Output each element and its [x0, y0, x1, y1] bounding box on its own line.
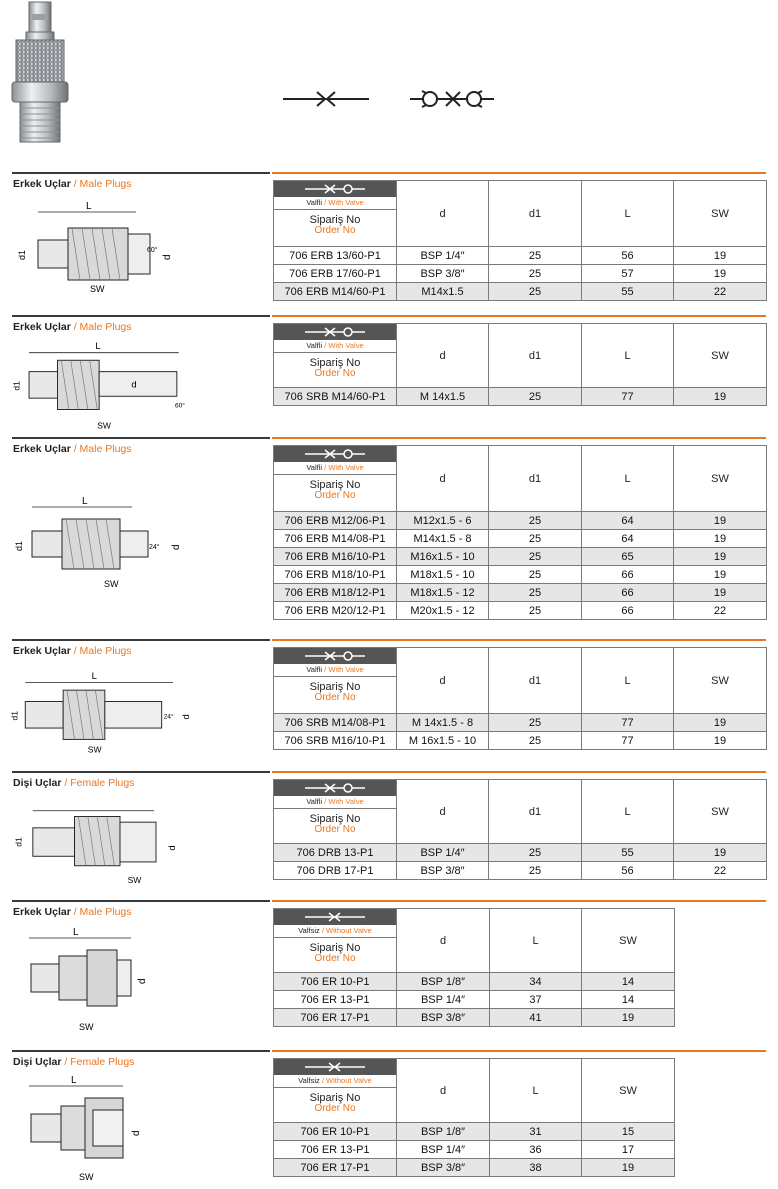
column-header: d1	[489, 181, 582, 247]
section-divider-accent	[272, 1050, 766, 1052]
section-title: Erkek Uçlar / Male Plugs	[13, 178, 132, 190]
section-divider	[12, 1050, 270, 1052]
table-row: 706 ER 17-P1 BSP 3/8″ 38 19	[274, 1159, 675, 1177]
column-header: d	[397, 780, 489, 844]
table-row: 706 ER 10-P1 BSP 1/8″ 34 14	[274, 973, 675, 991]
section-divider	[12, 639, 270, 641]
table-header-row	[274, 324, 767, 388]
svg-text:d: d	[181, 714, 193, 720]
column-header: SW	[582, 1059, 675, 1123]
svg-text:d: d	[137, 978, 148, 984]
section-divider	[12, 315, 270, 317]
quick-coupling-plug-icon	[6, 0, 76, 145]
svg-text:SW: SW	[90, 284, 105, 294]
male-plug-drawing	[9, 661, 193, 761]
table-row: 706 ERB M14/60-P1 M14x1.5 25 55 22	[274, 283, 767, 301]
section-divider-accent	[272, 172, 766, 174]
product-section	[0, 437, 778, 632]
section-divider	[12, 437, 270, 439]
product-section	[0, 315, 778, 430]
table-header-row	[274, 446, 767, 512]
section-title: Erkek Uçlar / Male Plugs	[13, 645, 132, 657]
svg-text:d: d	[162, 254, 173, 260]
table-header-row	[274, 780, 767, 844]
order-number-header: Valfli / With Valve Sipariş No Order No	[274, 780, 397, 844]
order-number-header: Valfli / With Valve Sipariş No Order No	[274, 181, 397, 247]
column-header: SW	[674, 446, 767, 512]
svg-text:L: L	[71, 1075, 77, 1086]
spec-table	[273, 647, 767, 750]
svg-text:d: d	[171, 544, 182, 550]
section-title: Erkek Uçlar / Male Plugs	[13, 443, 132, 455]
spec-table	[273, 180, 767, 301]
column-header: d1	[489, 780, 582, 844]
table-row: 706 ERB M14/08-P1 M14x1.5 - 8 25 64 19	[274, 530, 767, 548]
section-title: Erkek Uçlar / Male Plugs	[13, 906, 132, 918]
svg-text:SW: SW	[97, 420, 111, 431]
table-row: 706 ER 13-P1 BSP 1/4″ 37 14	[274, 991, 675, 1009]
table-header-row	[274, 181, 767, 247]
section-divider-accent	[272, 437, 766, 439]
column-header: d	[397, 648, 489, 714]
svg-text:SW: SW	[87, 744, 102, 755]
table-row: 706 ERB M18/10-P1 M18x1.5 - 10 25 66 19	[274, 566, 767, 584]
valveless-coupling-symbol-icon	[274, 1059, 396, 1075]
product-section	[0, 771, 778, 896]
column-header: d	[397, 324, 489, 388]
female-plug-drawing	[12, 1074, 192, 1184]
column-header: SW	[674, 648, 767, 714]
svg-text:L: L	[86, 201, 92, 212]
spec-table	[273, 1058, 675, 1177]
section-divider-accent	[272, 900, 766, 902]
table-row: 706 ERB M18/12-P1 M18x1.5 - 12 25 66 19	[274, 584, 767, 602]
spec-table	[273, 779, 767, 880]
section-title: Erkek Uçlar / Male Plugs	[13, 321, 132, 333]
table-row: 706 ER 13-P1 BSP 1/4″ 36 17	[274, 1141, 675, 1159]
column-header: d	[397, 909, 490, 973]
svg-text:d: d	[131, 1130, 142, 1136]
male-plug-drawing	[12, 926, 192, 1036]
section-divider	[12, 900, 270, 902]
column-header: d1	[489, 648, 582, 714]
table-row: 706 ER 10-P1 BSP 1/8″ 31 15	[274, 1123, 675, 1141]
product-section	[0, 900, 778, 1045]
table-header-row	[274, 909, 675, 973]
order-number-header: Valfli / With Valve Sipariş No Order No	[274, 324, 397, 388]
svg-text:SW: SW	[79, 1172, 94, 1182]
order-number-header: Valfli / With Valve Sipariş No Order No	[274, 446, 397, 512]
column-header: L	[582, 446, 674, 512]
order-number-header: Valfsiz / Without Valve Sipariş No Order No	[274, 909, 397, 973]
table-row: 706 SRB M16/10-P1 M 16x1.5 - 10 25 77 19	[274, 732, 767, 750]
column-header: d1	[489, 446, 582, 512]
section-divider-accent	[272, 639, 766, 641]
male-plug-drawing	[12, 497, 192, 597]
table-row: 706 ERB M12/06-P1 M12x1.5 - 6 25 64 19	[274, 512, 767, 530]
column-header: SW	[582, 909, 675, 973]
column-header: d	[397, 446, 489, 512]
valved-coupling-symbol-icon	[274, 324, 396, 340]
column-header: SW	[674, 780, 767, 844]
svg-text:60°: 60°	[174, 402, 185, 410]
order-number-header: Valfli / With Valve Sipariş No Order No	[274, 648, 397, 714]
table-row: 706 ER 17-P1 BSP 3/8″ 41 19	[274, 1009, 675, 1027]
svg-text:d1: d1	[14, 540, 24, 551]
table-header-row	[274, 1059, 675, 1123]
svg-text:L: L	[91, 670, 97, 682]
svg-text:d1: d1	[13, 837, 24, 847]
svg-text:24°: 24°	[149, 544, 160, 551]
column-header: L	[582, 780, 674, 844]
male-plug-drawing	[12, 194, 192, 294]
svg-text:d1: d1	[17, 249, 27, 260]
column-header: d	[397, 181, 489, 247]
column-header: d1	[489, 324, 582, 388]
table-row: 706 ERB M20/12-P1 M20x1.5 - 12 25 66 22	[274, 602, 767, 620]
column-header: d	[397, 1059, 490, 1123]
svg-text:d: d	[166, 845, 178, 851]
valved-coupling-symbol-icon	[274, 181, 396, 197]
order-number-header: Valfsiz / Without Valve Sipariş No Order No	[274, 1059, 397, 1123]
section-divider-accent	[272, 771, 766, 773]
section-title: Dişi Uçlar / Female Plugs	[13, 777, 135, 789]
svg-text:60°: 60°	[147, 247, 158, 254]
table-row: 706 ERB 17/60-P1 BSP 3/8″ 25 57 19	[274, 265, 767, 283]
valved-coupling-symbol-icon	[274, 446, 396, 462]
svg-text:d1: d1	[9, 710, 20, 721]
table-row: 706 ERB 13/60-P1 BSP 1/4″ 25 56 19	[274, 247, 767, 265]
product-section	[0, 1050, 778, 1189]
svg-text:L: L	[95, 340, 101, 352]
valved-coupling-symbol-icon	[410, 88, 494, 115]
table-row: 706 SRB M14/60-P1 M 14x1.5 25 77 19	[274, 388, 767, 406]
svg-text:d1: d1	[11, 381, 22, 391]
table-header-row	[274, 648, 767, 714]
svg-text:SW: SW	[79, 1022, 94, 1032]
valveless-coupling-symbol-icon	[283, 88, 369, 115]
section-divider-accent	[272, 315, 766, 317]
column-header: L	[582, 181, 674, 247]
section-divider	[12, 771, 270, 773]
table-row: 706 DRB 17-P1 BSP 3/8″ 25 56 22	[274, 862, 767, 880]
svg-text:24°: 24°	[163, 713, 174, 721]
svg-text:d: d	[131, 379, 137, 391]
table-row: 706 DRB 13-P1 BSP 1/4″ 25 55 19	[274, 844, 767, 862]
table-row: 706 ERB M16/10-P1 M16x1.5 - 10 25 65 19	[274, 548, 767, 566]
table-row: 706 SRB M14/08-P1 M 14x1.5 - 8 25 77 19	[274, 714, 767, 732]
column-header: L	[582, 648, 674, 714]
svg-text:SW: SW	[104, 579, 119, 589]
column-header: L	[582, 324, 674, 388]
column-header: L	[490, 1059, 582, 1123]
column-header: L	[490, 909, 582, 973]
female-plug-drawing	[12, 793, 192, 893]
valveless-coupling-symbol-icon	[274, 909, 396, 925]
spec-table	[273, 908, 675, 1027]
spec-table	[273, 323, 767, 406]
section-divider	[12, 172, 270, 174]
section-title: Dişi Uçlar / Female Plugs	[13, 1056, 135, 1068]
column-header: SW	[674, 324, 767, 388]
svg-text:L: L	[82, 496, 88, 507]
product-section	[0, 172, 778, 302]
valved-coupling-symbol-icon	[274, 648, 396, 664]
product-section	[0, 639, 778, 764]
male-plug-drawing	[12, 333, 192, 433]
valved-coupling-symbol-icon	[274, 780, 396, 796]
svg-text:L: L	[73, 927, 79, 938]
spec-table	[273, 445, 767, 620]
column-header: SW	[674, 181, 767, 247]
svg-text:SW: SW	[127, 874, 142, 885]
